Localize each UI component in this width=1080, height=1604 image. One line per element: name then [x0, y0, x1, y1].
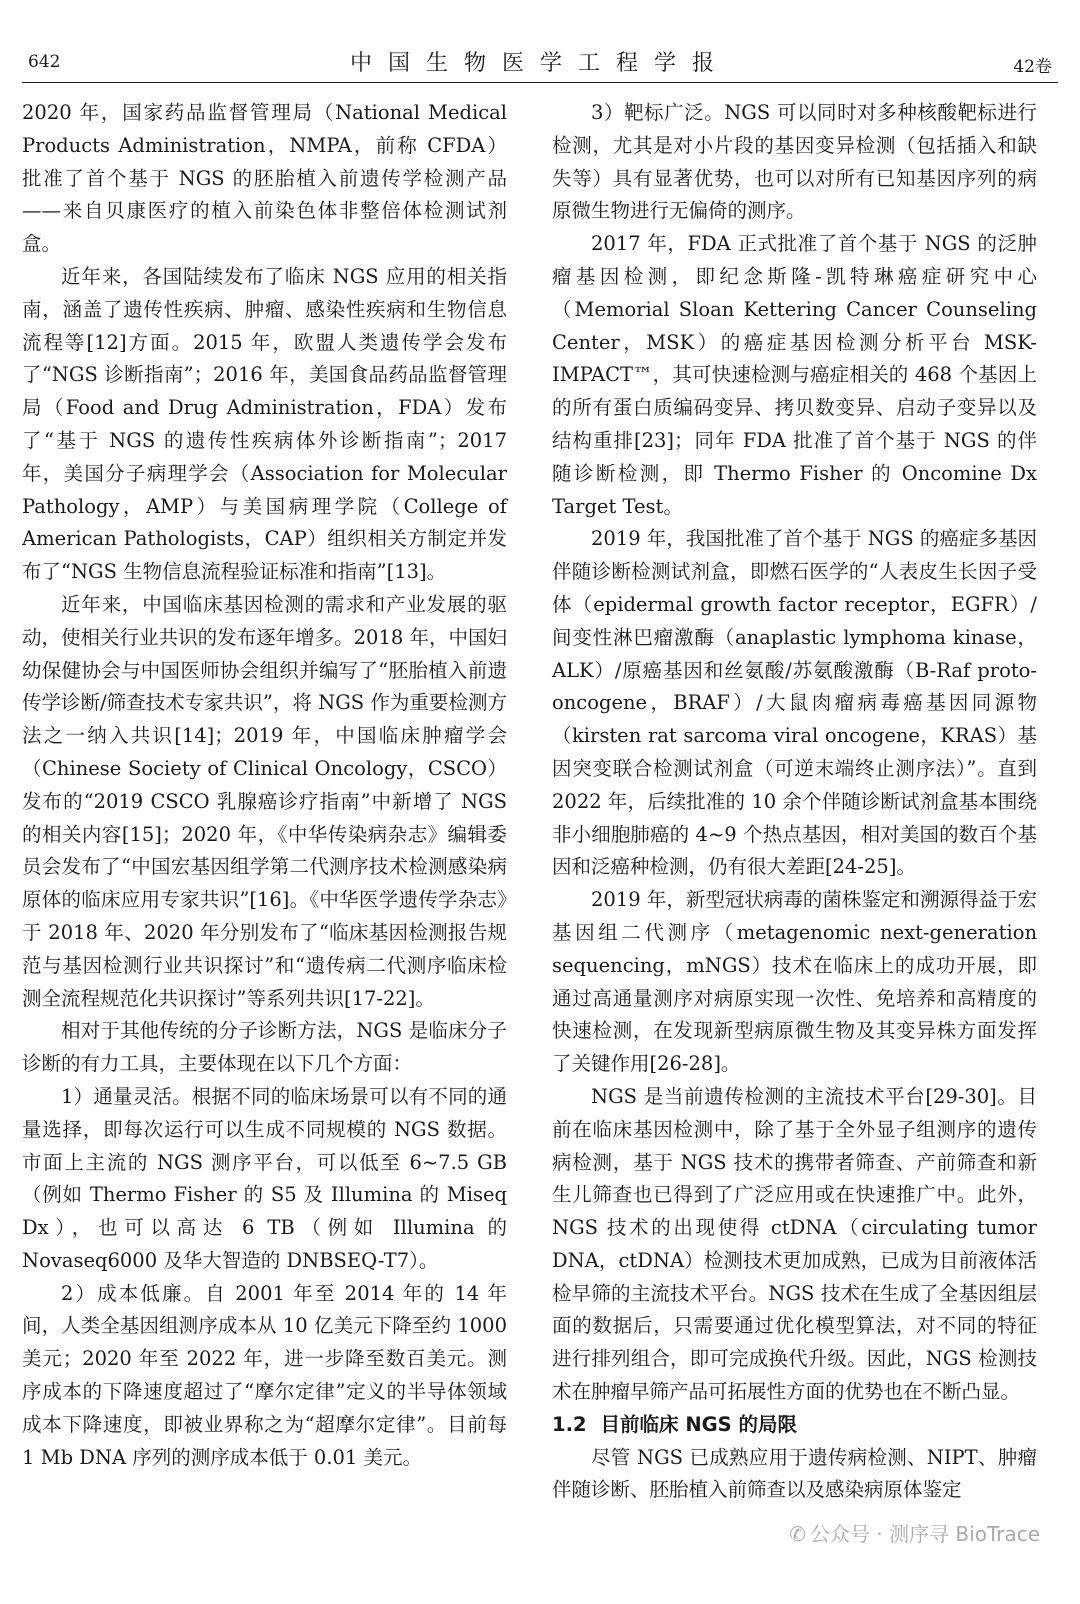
section-number: 1.2 — [552, 1412, 587, 1436]
paragraph: 尽管 NGS 已成熟应用于遗传病检测、NIPT、肿瘤伴随诊断、胚胎植入前筛查以及感染病原体鉴定 — [552, 1445, 1037, 1502]
paragraph: 2019 年，我国批准了首个基于 NGS 的癌症多基因伴随诊断检测试剂盒，即燃石医学的“人表皮生长因子受体（epidermal growth factor receptor，EGFR）/间变性淋巴瘤激酶（anaplastic lymphoma kinase，ALK）/原癌基因和丝氨酸/苏氨酸激酶（B-Raf proto-oncogene，BRAF）/大鼠肉瘤病毒癌基因同源物（kirsten rat sarcoma viral oncogene，KRAS）基因突变联合检测试剂盒（可逆末端终止测序法）”。直到 2022 年，后续批准的 10 余个伴随诊断试剂盒基本围绕非小细胞肺癌的 4~9 个热点基因，相对美国的数百个基因和泛癌种检测，仍有很大差距[24-25]。 — [552, 527, 1037, 879]
section-title: 目前临床 NGS 的局限 — [600, 1412, 797, 1436]
watermark-text: 公众号 · 测序寻 BioTrace — [810, 1522, 1040, 1546]
journal-title: 中国生物医学工程学报 — [349, 51, 730, 76]
right-column — [552, 97, 1037, 1507]
paragraph: 1）通量灵活。根据不同的临床场景可以有不同的通量选择，即每次运行可以生成不同规模的 NGS 数据。市面上主流的 NGS 测序平台，可以低至 6~7.5 GB（例如 Thermo Fisher 的 S5 及 Illumina 的 Miseq Dx），也可以高达 6 TB（例如 Illumina 的 Novaseq6000 及华大智造的 DNBSEQ-T7）。 — [22, 1084, 507, 1272]
volume-label: 42卷 — [1013, 57, 1052, 77]
paragraph: NGS 是当前遗传检测的主流技术平台[29-30]。目前在临床基因检测中，除了基于全外显子组测序的遗传病检测，基于 NGS 技术的携带者筛查、产前筛查和新生儿筛查也已得到了广泛应用或在快速推广中。此外，NGS 技术的出现使得 ctDNA（circulating tumor DNA，ctDNA）检测技术更加成熟，已成为目前液体活检早筛的主流技术平台。NGS 技术在生成了全基因组层面的数据后，只需要通过优化模型算法，对不同的特征进行排列组合，即可完成换代升级。因此，NGS 检测技术在肿瘤早筛产品可拓展性方面的优势也在不断凸显。 — [552, 1084, 1037, 1404]
page-number: 642 — [28, 52, 61, 72]
paragraph: 2017 年，FDA 正式批准了首个基于 NGS 的泛肿瘤基因检测，即纪念斯隆-凯特琳癌症研究中心（Memorial Sloan Kettering Cancer Counseling Center，MSK）的癌症基因检测分析平台 MSK-IMPACT™，其可快速检测与癌症相关的 468 个基因上的所有蛋白质编码变异、拷贝数变异、启动子变异以及结构重排[23]；同年 FDA 批准了首个基于 NGS 的伴随诊断检测，即 Thermo Fisher 的 Oncomine Dx Target Test。 — [552, 232, 1037, 518]
paragraph: 2）成本低廉。自 2001 年至 2014 年的 14 年间，人类全基因组测序成本从 10 亿美元下降至约 1000 美元；2020 年至 2022 年，进一步降至数百美元。测序成本的下降速度超过了“摩尔定律”定义的半导体领域成本下降速度，即被业界称之为“超摩尔定律”。目前每 1 Mb DNA 序列的测序成本低于 0.01 美元。 — [22, 1281, 507, 1469]
paragraph: 2020 年，国家药品监督管理局（National Medical Products Administration，NMPA，前称 CFDA）批准了首个基于 NGS 的胚胎植入前遗传学检测产品——来自贝康医疗的植入前染色体非整倍体检测试剂盒。 — [22, 101, 507, 256]
paragraph: 近年来，各国陆续发布了临床 NGS 应用的相关指南，涵盖了遗传性疾病、肿瘤、感染性疾病和生物信息流程等[12]方面。2015 年，欧盟人类遗传学会发布了“NGS 诊断指南”；2016 年，美国食品药品监督管理局（Food and Drug Administration，FDA）发布了“基于 NGS 的遗传性疾病体外诊断指南”；2017 年，美国分子病理学会（Association for Molecular Pathology，AMP）与美国病理学院（College of American Pathologists，CAP）组织相关方制定并发布了“NGS 生物信息流程验证标准和指南”[13]。 — [22, 264, 507, 584]
paragraph: 3）靶标广泛。NGS 可以同时对多种核酸靶标进行检测，尤其是对小片段的基因变异检测（包括插入和缺失等）具有显著优势，也可以对所有已知基因序列的病原微生物进行无偏倚的测序。 — [552, 101, 1037, 223]
paragraph: 2019 年，新型冠状病毒的菌株鉴定和溯源得益于宏基因组二代测序（metagenomic next-generation sequencing，mNGS）技术在临床上的成功开展，即通过高通量测序对病原实现一次性、免培养和高精度的快速检测，在发现新型病原微生物及其变异株方面发挥了关键作用[26-28]。 — [552, 888, 1037, 1076]
left-column — [22, 97, 507, 1474]
running-header — [28, 44, 1052, 84]
paragraph: 相对于其他传统的分子诊断方法，NGS 是临床分子诊断的有力工具，主要体现在以下几个方面： — [22, 1019, 507, 1076]
paragraph: 近年来，中国临床基因检测的需求和产业发展的驱动，使相关行业共识的发布逐年增多。2018 年，中国妇幼保健协会与中国医师协会组织并编写了“胚胎植入前遗传学诊断/筛查技术专家共识”，将 NGS 作为重要检测方法之一纳入共识[14]；2019 年，中国临床肿瘤学会（Chinese Society of Clinical Oncology，CSCO）发布的“2019 CSCO 乳腺癌诊疗指南”中新增了 NGS 的相关内容[15]；2020 年，《中华传染病杂志》编辑委员会发布了“中国宏基因组学第二代测序技术检测感染病原体的临床应用专家共识”[16]。《中华医学遗传学杂志》于 2018 年、2020 年分别发布了“临床基因检测报告规范与基因检测行业共识探讨”和“遗传病二代测序临床检测全流程规范化共识探讨”等系列共识[17-22]。 — [22, 592, 507, 1010]
wechat-icon: ✆ — [789, 1522, 806, 1546]
section-heading — [552, 1409, 1037, 1442]
watermark — [783, 1518, 1046, 1547]
header-rule — [22, 82, 1058, 83]
